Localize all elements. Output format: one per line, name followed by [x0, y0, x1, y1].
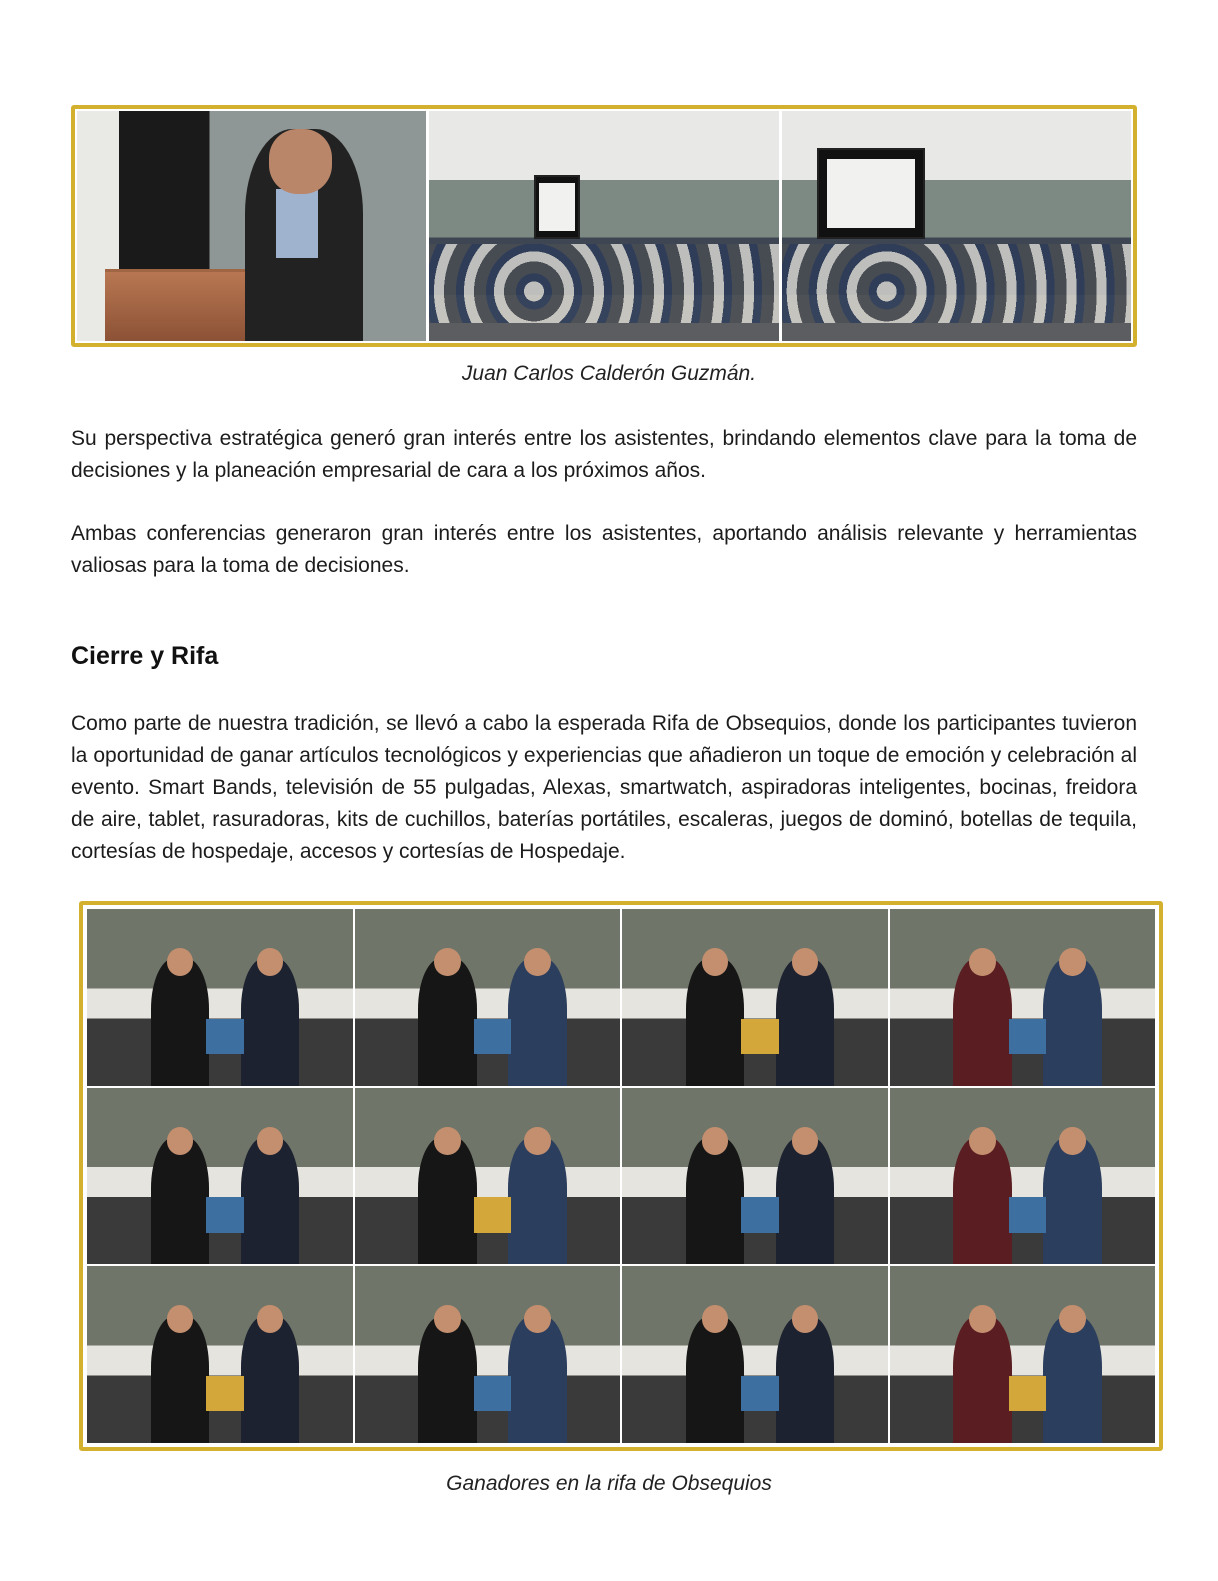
audience-tables	[782, 244, 1131, 322]
winner-photo	[890, 1266, 1156, 1443]
section-heading: Cierre y Rifa	[71, 642, 219, 670]
winners-photo-collage	[79, 901, 1163, 1451]
paragraph: Su perspectiva estratégica generó gran interés entre los asistentes, brindando elementos clave para la toma de decisiones y la planeación empresarial de cara a los próximos años.	[71, 427, 1137, 482]
winner-photo	[622, 1088, 888, 1265]
winner-photo	[87, 1088, 353, 1265]
audience-tables	[429, 244, 778, 322]
winner-photo	[87, 909, 353, 1086]
paragraph: Como parte de nuestra tradición, se llevó a cabo la esperada Rifa de Obsequios, donde los participantes tuvieron la oportunidad de ganar artículos tecnológicos y experiencias que añadieron un toque de emoción y celebración al evento. Smart Bands, televisión de 55 pulgadas, Alexas, smartwatch, aspiradoras inteligentes, bocinas, freidora de aire, tablet, rasuradoras, kits de cuchillos, baterías portátiles, escaleras, juegos de dominó, botellas de tequila, cortesías de hospedaje, accesos y cortesías de Hospedaje.	[71, 712, 1137, 863]
photo-caption: Juan Carlos Calderón Guzmán.	[461, 362, 757, 385]
paragraph: Ambas conferencias generaron gran interés entre los asistentes, aportando análisis relevante y herramientas valiosas para la toma de decisiones.	[71, 522, 1137, 577]
winner-photo	[87, 1266, 353, 1443]
winner-photo	[622, 909, 888, 1086]
projection-screen	[817, 148, 926, 239]
speaker-head	[269, 129, 332, 193]
speaker-shirt	[276, 189, 318, 258]
winner-photo	[890, 909, 1156, 1086]
projection-screen	[534, 175, 580, 239]
event-photo-strip	[71, 105, 1137, 347]
winner-photo	[355, 1266, 621, 1443]
winner-photo	[355, 909, 621, 1086]
winner-photo	[622, 1266, 888, 1443]
winner-photo	[355, 1088, 621, 1265]
conference-hall-photo	[429, 111, 778, 341]
conference-hall-photo	[782, 111, 1131, 341]
winner-photo	[890, 1088, 1156, 1265]
collage-caption: Ganadores en la rifa de Obsequios	[446, 1472, 772, 1495]
speaker-photo	[77, 111, 426, 341]
